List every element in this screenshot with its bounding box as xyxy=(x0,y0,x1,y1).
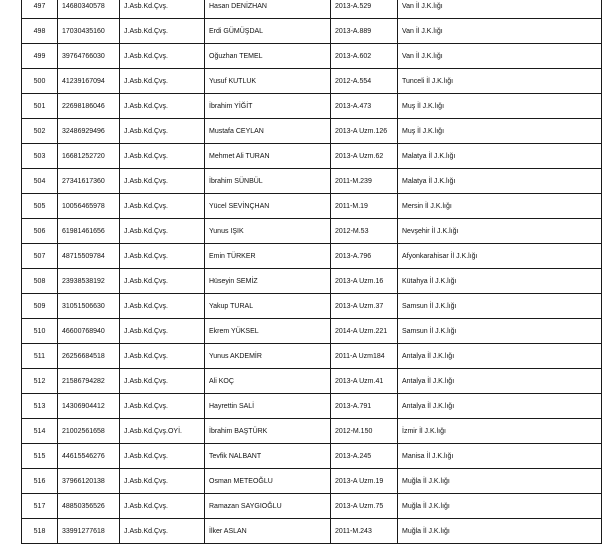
assigned-unit: Van İl J.K.lığı xyxy=(398,44,602,69)
row-number: 513 xyxy=(22,394,58,419)
assigned-unit: Antalya İl J.K.lığı xyxy=(398,369,602,394)
row-number: 512 xyxy=(22,369,58,394)
course-code: 2013-A Uzm.37 xyxy=(331,294,398,319)
full-name: Ali KOÇ xyxy=(205,369,331,394)
full-name: Erdi GÜMÜŞDAL xyxy=(205,19,331,44)
assigned-unit: Mersin İl J.K.lığı xyxy=(398,194,602,219)
full-name: Yusuf KUTLUK xyxy=(205,69,331,94)
national-id: 48850356526 xyxy=(58,494,120,519)
rank: J.Asb.Kd.Çvş.OYİ. xyxy=(120,419,205,444)
row-number: 501 xyxy=(22,94,58,119)
national-id: 16681252720 xyxy=(58,144,120,169)
row-number: 504 xyxy=(22,169,58,194)
table-row xyxy=(22,44,602,69)
assigned-unit: Samsun İl J.K.lığı xyxy=(398,319,602,344)
row-number: 505 xyxy=(22,194,58,219)
rank: J.Asb.Kd.Çvş. xyxy=(120,44,205,69)
full-name: Mustafa CEYLAN xyxy=(205,119,331,144)
course-code: 2013-A Uzm.16 xyxy=(331,269,398,294)
rank: J.Asb.Kd.Çvş. xyxy=(120,94,205,119)
course-code: 2013-A.473 xyxy=(331,94,398,119)
assigned-unit: Muş İl J.K.lığı xyxy=(398,94,602,119)
full-name: Ekrem YÜKSEL xyxy=(205,319,331,344)
row-number: 511 xyxy=(22,344,58,369)
national-id: 32486929496 xyxy=(58,119,120,144)
national-id: 23938538192 xyxy=(58,269,120,294)
full-name: Oğuzhan TEMEL xyxy=(205,44,331,69)
table-row xyxy=(22,494,602,519)
course-code: 2013-A.602 xyxy=(331,44,398,69)
full-name: Yücel SEVİNÇHAN xyxy=(205,194,331,219)
national-id: 39764766030 xyxy=(58,44,120,69)
row-number: 515 xyxy=(22,444,58,469)
row-number: 503 xyxy=(22,144,58,169)
national-id: 26256684518 xyxy=(58,344,120,369)
rank: J.Asb.Kd.Çvş. xyxy=(120,119,205,144)
table-row xyxy=(22,394,602,419)
rank: J.Asb.Kd.Çvş. xyxy=(120,519,205,544)
assigned-unit: Nevşehir İl J.K.lığı xyxy=(398,219,602,244)
table-row xyxy=(22,144,602,169)
national-id: 17030435160 xyxy=(58,19,120,44)
row-number: 500 xyxy=(22,69,58,94)
course-code: 2011-M.243 xyxy=(331,519,398,544)
national-id: 21586794282 xyxy=(58,369,120,394)
full-name: Yunus IŞIK xyxy=(205,219,331,244)
row-number: 502 xyxy=(22,119,58,144)
national-id: 14306904412 xyxy=(58,394,120,419)
table-row xyxy=(22,444,602,469)
table-row xyxy=(22,469,602,494)
table-row xyxy=(22,119,602,144)
full-name: İbrahim SÜNBÜL xyxy=(205,169,331,194)
assigned-unit: Muğla İl J.K.lığı xyxy=(398,519,602,544)
row-number: 509 xyxy=(22,294,58,319)
course-code: 2011-M.239 xyxy=(331,169,398,194)
row-number: 507 xyxy=(22,244,58,269)
table-row xyxy=(22,344,602,369)
rank: J.Asb.Kd.Çvş. xyxy=(120,469,205,494)
full-name: İlker ASLAN xyxy=(205,519,331,544)
full-name: Yunus AKDEMİR xyxy=(205,344,331,369)
row-number: 506 xyxy=(22,219,58,244)
national-id: 27341617360 xyxy=(58,169,120,194)
assigned-unit: Muğla İl J.K.lığı xyxy=(398,469,602,494)
full-name: Emin TÜRKER xyxy=(205,244,331,269)
full-name: Mehmet Ali TURAN xyxy=(205,144,331,169)
table-row xyxy=(22,169,602,194)
rank: J.Asb.Kd.Çvş. xyxy=(120,0,205,19)
course-code: 2012-M.53 xyxy=(331,219,398,244)
rank: J.Asb.Kd.Çvş. xyxy=(120,69,205,94)
course-code: 2013-A Uzm.75 xyxy=(331,494,398,519)
rank: J.Asb.Kd.Çvş. xyxy=(120,394,205,419)
full-name: Osman METEOĞLU xyxy=(205,469,331,494)
rank: J.Asb.Kd.Çvş. xyxy=(120,269,205,294)
table-row xyxy=(22,244,602,269)
course-code: 2013-A Uzm.19 xyxy=(331,469,398,494)
assigned-unit: Van İl J.K.lığı xyxy=(398,19,602,44)
table-row xyxy=(22,19,602,44)
full-name: Hasan DENİZHAN xyxy=(205,0,331,19)
table-row xyxy=(22,294,602,319)
row-number: 497 xyxy=(22,0,58,19)
rank: J.Asb.Kd.Çvş. xyxy=(120,344,205,369)
national-id: 31051506630 xyxy=(58,294,120,319)
rank: J.Asb.Kd.Çvş. xyxy=(120,444,205,469)
national-id: 22698186046 xyxy=(58,94,120,119)
rank: J.Asb.Kd.Çvş. xyxy=(120,19,205,44)
table-row xyxy=(22,219,602,244)
assigned-unit: Kütahya İl J.K.lığı xyxy=(398,269,602,294)
row-number: 508 xyxy=(22,269,58,294)
rank: J.Asb.Kd.Çvş. xyxy=(120,319,205,344)
rank: J.Asb.Kd.Çvş. xyxy=(120,369,205,394)
table-row xyxy=(22,269,602,294)
table-row xyxy=(22,69,602,94)
course-code: 2013-A.245 xyxy=(331,444,398,469)
table-row xyxy=(22,369,602,394)
national-id: 10056465978 xyxy=(58,194,120,219)
personnel-table-body xyxy=(22,0,602,544)
national-id: 61981461656 xyxy=(58,219,120,244)
national-id: 48715509784 xyxy=(58,244,120,269)
row-number: 514 xyxy=(22,419,58,444)
national-id: 21002561658 xyxy=(58,419,120,444)
row-number: 510 xyxy=(22,319,58,344)
row-number: 516 xyxy=(22,469,58,494)
national-id: 46600768940 xyxy=(58,319,120,344)
row-number: 498 xyxy=(22,19,58,44)
course-code: 2013-A.889 xyxy=(331,19,398,44)
assigned-unit: Malatya İl J.K.lığı xyxy=(398,144,602,169)
full-name: Tevfik NALBANT xyxy=(205,444,331,469)
assigned-unit: Antalya İl J.K.lığı xyxy=(398,394,602,419)
assigned-unit: Antalya İl J.K.lığı xyxy=(398,344,602,369)
course-code: 2013-A.529 xyxy=(331,0,398,19)
row-number: 499 xyxy=(22,44,58,69)
national-id: 41239167094 xyxy=(58,69,120,94)
full-name: Hayrettin SALİ xyxy=(205,394,331,419)
full-name: İbrahim YİĞİT xyxy=(205,94,331,119)
rank: J.Asb.Kd.Çvş. xyxy=(120,244,205,269)
assigned-unit: Muş İl J.K.lığı xyxy=(398,119,602,144)
assigned-unit: Samsun İl J.K.lığı xyxy=(398,294,602,319)
national-id: 14680340578 xyxy=(58,0,120,19)
rank: J.Asb.Kd.Çvş. xyxy=(120,219,205,244)
course-code: 2012-A.554 xyxy=(331,69,398,94)
personnel-table xyxy=(21,0,602,544)
course-code: 2011-M.19 xyxy=(331,194,398,219)
table-row xyxy=(22,0,602,19)
course-code: 2013-A Uzm.62 xyxy=(331,144,398,169)
table-row xyxy=(22,319,602,344)
full-name: Yakup TURAL xyxy=(205,294,331,319)
table-row xyxy=(22,194,602,219)
national-id: 33991277618 xyxy=(58,519,120,544)
course-code: 2013-A Uzm.41 xyxy=(331,369,398,394)
full-name: Ramazan SAYGIOĞLU xyxy=(205,494,331,519)
assigned-unit: Van İl J.K.lığı xyxy=(398,0,602,19)
course-code: 2012-M.150 xyxy=(331,419,398,444)
assigned-unit: Muğla İl J.K.lığı xyxy=(398,494,602,519)
rank: J.Asb.Kd.Çvş. xyxy=(120,194,205,219)
course-code: 2014-A Uzm.221 xyxy=(331,319,398,344)
national-id: 37966120138 xyxy=(58,469,120,494)
rank: J.Asb.Kd.Çvş. xyxy=(120,144,205,169)
full-name: Hüseyin SEMİZ xyxy=(205,269,331,294)
row-number: 518 xyxy=(22,519,58,544)
full-name: İbrahim BAŞTÜRK xyxy=(205,419,331,444)
rank: J.Asb.Kd.Çvş. xyxy=(120,294,205,319)
rank: J.Asb.Kd.Çvş. xyxy=(120,169,205,194)
rank: J.Asb.Kd.Çvş. xyxy=(120,494,205,519)
course-code: 2011-A Uzm184 xyxy=(331,344,398,369)
assigned-unit: Afyonkarahisar İl J.K.lığı xyxy=(398,244,602,269)
national-id: 44615546276 xyxy=(58,444,120,469)
table-row xyxy=(22,419,602,444)
course-code: 2013-A.791 xyxy=(331,394,398,419)
table-row xyxy=(22,519,602,544)
course-code: 2013-A Uzm.126 xyxy=(331,119,398,144)
assigned-unit: Manisa İl J.K.lığı xyxy=(398,444,602,469)
assigned-unit: Tunceli İl J.K.lığı xyxy=(398,69,602,94)
assigned-unit: İzmir İl J.K.lığı xyxy=(398,419,602,444)
course-code: 2013-A.796 xyxy=(331,244,398,269)
row-number: 517 xyxy=(22,494,58,519)
assigned-unit: Malatya İl J.K.lığı xyxy=(398,169,602,194)
table-row xyxy=(22,94,602,119)
